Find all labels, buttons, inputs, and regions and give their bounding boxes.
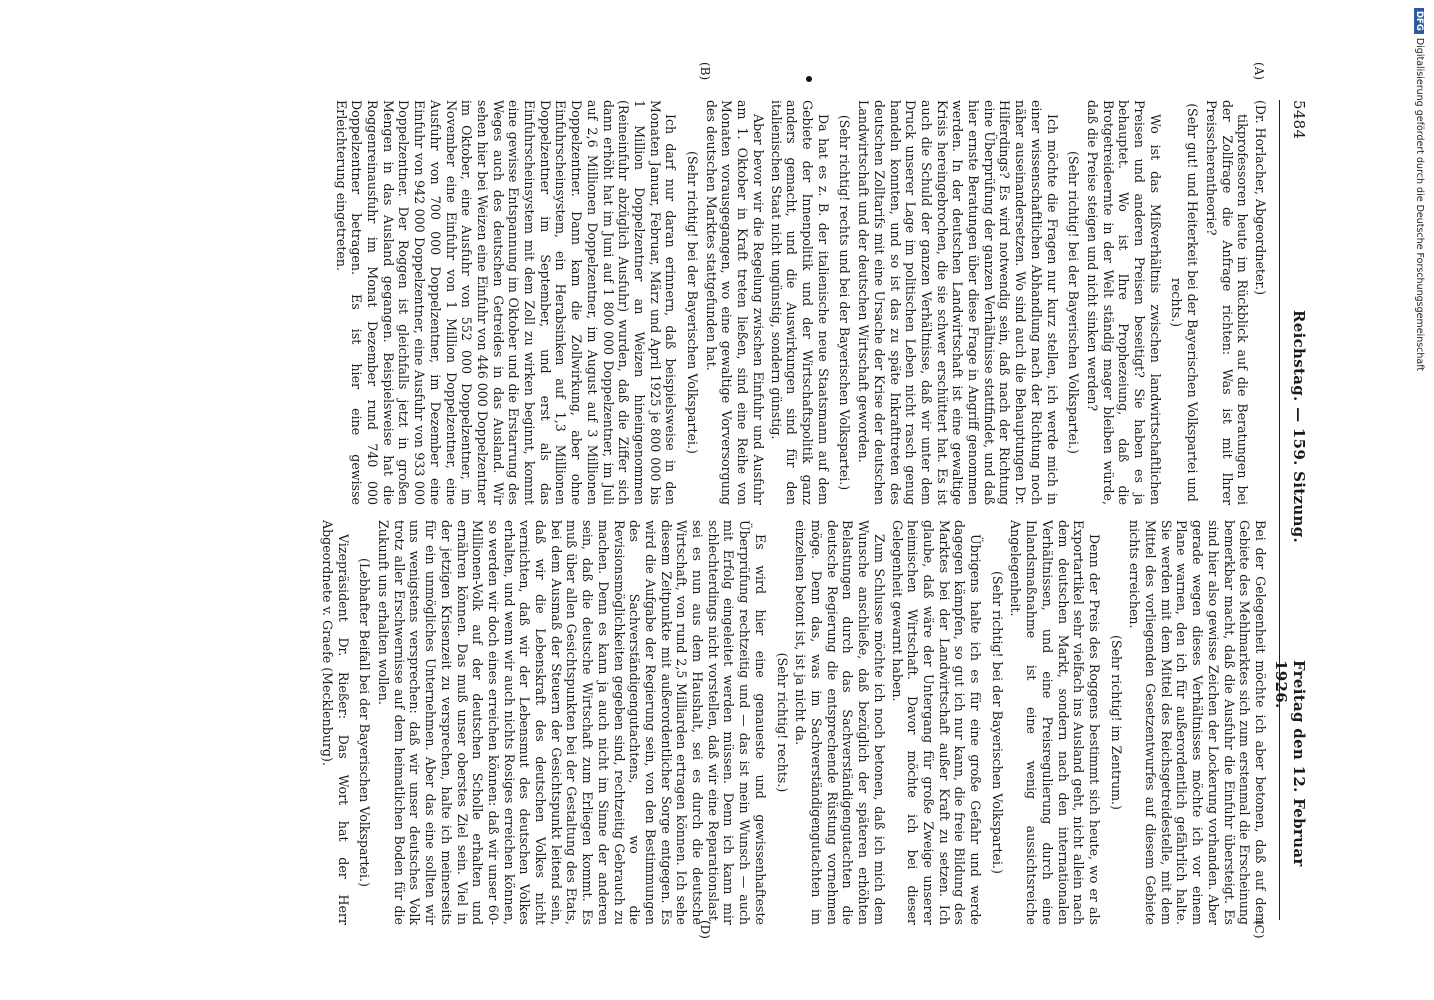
margin-marker-b: (B) xyxy=(698,62,712,81)
paragraph: (Sehr richtig! im Zentrum.) xyxy=(1108,635,1124,810)
paragraph: Vizepräsident Dr. Rießer: Das Wort hat der Herr Abgeordnete v. Graefe (Mecklenburg). xyxy=(319,520,351,925)
paragraph: Denn der Preis des Roggens bestimmt sich heute, wo er als Exportartikel sehr vielfach ins Ausland geht, nicht allein nach dem deutschen Markt, sondern nach den internationalen Verhältnissen, und eine Preisregulierung durch eine Inlandsmaßnahme ist eine wenig aussichtsreiche Angelegenheit. xyxy=(1008,520,1102,925)
paragraph: (Sehr richtig! bei der Bayerischen Volkspartei.) xyxy=(1066,151,1082,454)
paragraph: Übrigens halte ich es für eine große Gefahr und werde dagegen kämpfen, so gut ich nur kann, die freie Bildung des Marktes bei der Landwirtschaft außer Kraft zu setzen. Ich glaube, daß wäre der Untergang für große Zweige unserer heimischen Wirtschaft. Davor möchte ich bei dieser Gelegenheit gewarnt haben. xyxy=(889,520,984,925)
paragraph: (Sehr richtig! rechts.) xyxy=(774,652,790,793)
right-text-column xyxy=(317,520,1268,925)
credit-text: Digitalisierung gefördert durch die Deutsche Forschungsgemeinschaft xyxy=(1414,37,1425,372)
paragraph: Aber bevor wir die Regelung zwischen Einfuhr und Ausfuhr am 1. Oktober in Kraft treten ließen, sind eine Reihe von Monaten vorausgegangen, wo eine gewaltige Vorversorgung des deutschen Marktes stattgefunden hat. xyxy=(703,100,766,505)
paragraph: Wo ist das Mißverhältnis zwischen landwirtschaftlichen Preisen und anderen Preisen beseitigt? Sie haben es ja behauptet. Wo ist Ihre Prophezeiung, daß die Brotgetreideernte in der Welt ständig mager bleiben würde, daß die Preise steigen und nicht sinken werden? xyxy=(1084,100,1163,505)
paragraph: (Dr. Horlacher, Abgeordneter.) xyxy=(1253,100,1268,295)
page-number: 5484 xyxy=(1290,100,1308,140)
margin-marker-d: (D) xyxy=(698,920,712,939)
bullet-dot xyxy=(806,76,812,82)
paragraph: (Sehr richtig! bei der Bayerischen Volkspartei.) xyxy=(685,151,701,454)
paragraph: (Sehr richtig! bei der Bayerischen Volkspartei.) xyxy=(989,571,1005,874)
paragraph: Da hat es z. B. der italienische neue Staatsmann auf dem Gebiete der Innenpolitik und der Wirtschaftspolitik ganz anders gemacht, und die Auswirkungen sind für den italienischen Staat nicht ungünstig, sondern günstig. xyxy=(768,100,831,505)
paragraph: (Lebhafter Beifall bei der Bayerischen Volkspartei.) xyxy=(357,558,373,887)
session-title: Reichstag. — 159. Sitzung. xyxy=(1290,310,1308,544)
paragraph: (Sehr richtig! rechts und bei der Bayerischen Volkspartei.) xyxy=(837,114,853,491)
session-date: Freitag den 12. Februar 1926. xyxy=(1272,660,1308,867)
page-header xyxy=(1272,100,1314,920)
margin-marker-a: (A) xyxy=(1252,62,1266,81)
left-text-column xyxy=(331,100,1268,505)
paragraph: Ich möchte die Fragen nur kurz stellen, ich werde mich in einer wissenschaftlichen Abhandlung nach der Richtung noch näher auseinandersetzen. Wo sind auch die Behauptungen Dr. Hilferdings? Es wird notwendig sein, daß nach der Richtung eine Überprüfung der ganzen Verhältnisse stattfindet, und daß hier ernste Beratungen über diese Frage in Angriff genommen werden. In der deutschen Landwirtschaft ist eine gewaltige Krisis hereingebrochen, die sie schwer erschüttert hat. Es ist auch die Schuld der ganzen Verhältnisse, daß wir unter dem Druck unserer Lage im politischen Leben nicht rasch genug handeln konnten, und so ist das zu späte Inkrafttreten des deutschen Zolltarifs mit eine Ursache der Krise der deutschen Landwirtschaft und der deutschen Wirtschaft geworden. xyxy=(856,100,1060,505)
document-page xyxy=(102,40,1332,960)
paragraph: Es wird hier eine genaueste und gewissenhafteste Überprüfung rechtzeitig und — das ist mein Wunsch — auch mit Erfolg eingeleitet werden müssen. Denn ich kann mir schlechterdings nicht vorstellen, daß wir eine Reparationslast, sei es nun aus dem Haushalt, sei es durch die deutsche Wirtschaft, von rund 2,5 Milliarden ertragen können. Ich sehe diesem Zeitpunkte mit außerordentlicher Sorge entgegen. Es wird die Aufgabe der Regierung sein, von den Bestimmungen des Sachverständigengutachtens, wo die Revisionsmöglichkeiten gegeben sind, rechtzeitig Gebrauch zu machen. Denn es kann ja auch nicht im Sinne der anderen sein, daß die deutsche Wirtschaft zum Erliegen kommt. Es muß über allen Gesichtspunkten bei der Gestaltung des Etats, bei dem Ausmaß der Steuern der Gesichtspunkt leitend sein, daß wir die Lebenskraft des deutschen Volkes nicht vernichten, daß wir der Lebensmut des deutschen Volkes erhalten, und wenn wir auch nichts Rosiges erreichen können, so werden wir doch eines erreichen können: daß wir unser 60-Millionen-Volk auf der deutschen Scholle erhalten und ernähren können. Das muß unser oberstes Ziel sein. Viel in der jetzigen Krisenzeit zu versprechen, halte ich meinerseits für ein unmögliches Unternehmen. Aber das eine sollten wir uns wenigstens versprechen: daß wir unser deutsches Volk trotz aller Erschwernisse auf dem heimatlichen Boden für die Zukunft uns erhalten wollen. xyxy=(376,520,768,925)
margin-marker-c: (C) xyxy=(1252,920,1266,939)
digitization-credit xyxy=(1414,8,1426,988)
paragraph: Ich darf nur daran erinnern, daß beispielsweise in den Monaten Januar, Februar, März und April 1925 je 800 000 bis 1 Million Doppelzentner an Weizen hineingenommen (Reineinfuhr abzüglich Ausfuhr) wurden, daß die Ziffer sich dann erhöht hat im Juni auf 1 800 000 Doppelzentner, im Juli auf 2,6 Millionen Doppelzentner, im August auf 3 Millionen Doppelzentner. Dann kam die Zollwirkung, aber ohne Einfuhrscheinsystem, ein Herabsinken auf 1,3 Millionen Doppelzentner im September, und erst als das Einfuhrscheinsystem mit dem Zoll zu wirken beginnt, kommt eine gewisse Entspannung im Oktober und die Erstarrung des Weges auch des deutschen Getreides in das Ausland. Wir sehen hier bei Weizen eine Einfuhr von 446 000 Doppelzentner im Oktober, eine Ausfuhr von 552 000 Doppelzentner, im November eine Einfuhr von 1 Million Doppelzentner, eine Ausfuhr von 700 000 Doppelzentner, im Dezember eine Einfuhr von 942 000 Doppelzentner, eine Ausfuhr von 933 000 Doppelzentner. Der Roggen ist gleichfalls jetzt in großen Mengen in das Ausland gegangen. Beispielsweise hat die Roggenreinausfuhr im Monat Dezember rund 740 000 Doppelzentner betragen. Es ist hier eine gewisse Erleichterung eingetreten. xyxy=(333,100,679,505)
paragraph: Zum Schlusse möchte ich noch betonen, daß ich mich dem Wunsche anschließe, daß bezüglich der späteren erhöhten Belastungen durch das Sachverständigengutachten die deutsche Regierung die entsprechende Rüstung vornehmen möge. Denn das, was im Sachverständigengutachten im einzelnen betont ist, ist ja nicht da. xyxy=(793,520,887,925)
paragraph: (Sehr gut! und Heiterkeit bei der Bayerischen Volkspartei und rechts.) xyxy=(1169,103,1201,502)
paragraph: tikprofessoren heute im Rückblick auf die Beratungen bei der Zollfrage die Anfrage richten: Was ist mit Ihrer Preisscherentheorie? xyxy=(1203,100,1251,505)
dfg-logo-icon: DFG xyxy=(1414,8,1424,34)
paragraph: Bei der Gelegenheit möchte ich aber betonen, daß auf dem Gebiete des Mehlmarktes sich zum erstenmal die Erscheinung bemerkbar macht, daß die Ausfuhr die Einfuhr übersteigt. Es sind hier also gewisse Zeichen der Lockerung vorhanden. Aber gerade wegen dieses Verhältnisses möchte ich vor einem Plane warnen, den ich für außerordentlich gefährlich halte. Sie werden mit dem Mittel des Reichsgetreidestelle, mit dem Mittel des vorliegenden Gesetzentwurfes auf diesem Gebiete nichts erreichen. xyxy=(1127,520,1268,925)
